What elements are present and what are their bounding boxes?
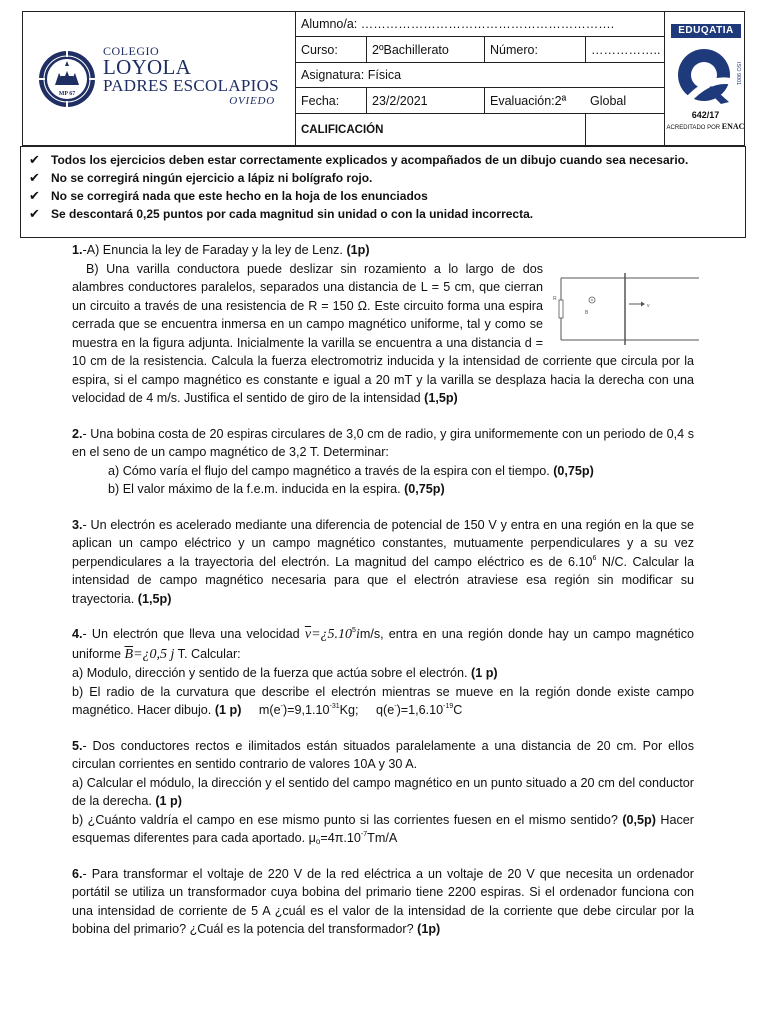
school-city: OVIEDO xyxy=(229,95,275,107)
question-number: 5. xyxy=(72,738,83,753)
question-number: 2. xyxy=(72,426,83,441)
cert-acc-text: ACREDITADO POR xyxy=(666,125,721,131)
row-asignatura xyxy=(296,63,664,88)
evaluacion: Evaluación:2ª xyxy=(484,88,585,113)
question-5-b: b) ¿Cuánto valdría el campo en ese mismo punto si las corrientes fuesen en el mismo sentido? (0,5p) Hacer esquemas diferentes para cada aportado. $\mu_o=4\pi.10^{-7}Tm/A$ xyxy=(72,812,695,846)
points: (1 p) xyxy=(155,794,182,808)
question-4-a: a) Modulo, dirección y sentido de la fuerza que actúa sobre el electrón. (1 p) xyxy=(72,666,498,680)
question-2-a: a) Cómo varía el flujo del campo magnético a través de la espira con el tiempo. (0,75p) xyxy=(108,463,594,478)
points: (0,5p) xyxy=(622,812,656,827)
question-2 xyxy=(72,425,694,499)
calificacion-label: CALIFICACIÓN xyxy=(301,123,384,136)
fecha-label: Fecha: xyxy=(301,93,340,108)
iso-q-logo-icon xyxy=(671,40,741,110)
fecha-value: 23/2/2021 xyxy=(366,88,484,113)
question-6: 6.- Para transformar el voltaje de 220 V de la red eléctrica a un voltaje de 20 V que necesita un ordenador portátil se utiliza un transformador cuya bobina del primario tiene 2200 espiras. Si el ordenador funciona con una intensidad de corriente de 5 A ¿cuál es el valor de la intensidad de la corriente que debe circular por la bobina del primario? ¿Cuál es la potencia del transformador? (1p) xyxy=(72,866,694,936)
vector-b: $\overline{B}$ xyxy=(124,646,134,662)
question-5-a: a) Calcular el módulo, la dirección y el sentido del campo magnético en un punto situado a 20 cm del conductor de la derecha. (1 p) xyxy=(72,775,694,808)
rule-item: ✔ Todos los ejercicios deben estar correctamente explicados y acompañados de un dibujo cuando sea necesario. xyxy=(29,152,689,167)
fig-label-r: R xyxy=(553,295,557,302)
school-name-line2: PADRES ESCOLAPIOS xyxy=(103,76,279,95)
cert-brand: EDUQATIA xyxy=(671,24,741,38)
question-1-b: B) Una varilla conductora puede deslizar sin rozamiento a lo largo de dos alambres conductores paralelos, separados una distancia de L = 5 cm, que cierran un circuito a través de una resistencia de R = 150 Ω. Este circuito forma una espira cerrada que se encuentra inmersa en un campo magnético uniforme, tal y como se muestra en la figura adjunta. Inicialmente la varilla se encuentra a una distancia d = 10 cm de la resistencia. Calcula la fuerza electromotriz inducida y la intensidad de corriente que circula por la espira, si el campo magnético es constante e igual a 20 mT y la varilla se desplaza hacia la derecha con una velocidad de 4 m/s. Justifica el sentido de giro de la intensidad (1,5p) xyxy=(72,261,694,405)
asignatura: Asignatura: Física xyxy=(301,68,402,82)
question-3: 3.- Un electrón es acelerado mediante una diferencia de potencial de 150 V y entra en una región en la que se aplican un campo eléctrico y un campo magnético constantes, mutuamente perpendiculares y a su vez perpendiculares a la trayectoria del electrón. La magnitud del campo eléctrico es de 6.10$^6$ N/C. Calcular la intensidad de campo magnético necesaria para que el electrón atraviese esa región sin modificar su trayectoria. (1,5p) xyxy=(72,517,694,606)
exam-questions xyxy=(72,241,694,939)
circuit-figure xyxy=(551,270,699,348)
checkmark-icon: ✔ xyxy=(29,188,40,203)
school-name-line1: LOYOLA xyxy=(103,55,192,79)
question-4 xyxy=(72,625,694,720)
question-4-b: b) El radio de la curvatura que describe el electrón mientras se mueve en la región donde existe campo magnético. Hacer dibujo. (1 p) $m(e^-)=9,1.10^{-31}Kg$; $q(e^-)=1,6.10^{-19}C$ xyxy=(72,684,694,717)
rule-item: ✔ No se corregirá nada que este hecho en la hoja de los enunciados xyxy=(29,188,428,203)
question-1 xyxy=(72,241,694,408)
seal-text: MP 67 xyxy=(58,91,76,97)
question-number: 3. xyxy=(72,517,83,532)
row-calificacion xyxy=(296,114,664,145)
checkmark-icon: ✔ xyxy=(29,152,40,167)
school-seal-icon xyxy=(37,49,97,109)
points: (1p) xyxy=(417,922,441,936)
rule-item: ✔ Se descontará 0,25 puntos por cada magnitud sin unidad o con la unidad incorrecta. xyxy=(29,206,534,221)
question-2-b: b) El valor máximo de la f.e.m. inducida en la espira. (0,75p) xyxy=(108,482,445,496)
fig-label-v: v xyxy=(647,302,650,309)
quality-certificate xyxy=(664,12,745,145)
points: (1,5p) xyxy=(424,391,458,405)
exam-header xyxy=(22,11,745,146)
question-2-text: 2.- Una bobina costa de 20 espiras circulares de 3,0 cm de radio, y gira uniformemente con un periodo de 0,4 s en el seno de un campo magnético de 3,2 T. Determinar: xyxy=(72,426,694,459)
vector-v: $\overline{v}$ xyxy=(304,627,312,642)
student-info-grid xyxy=(296,12,664,145)
points: (1 p) xyxy=(214,703,242,717)
checkmark-icon: ✔ xyxy=(29,170,40,185)
circuit-diagram xyxy=(551,270,699,348)
rule-item: ✔ No se corregirá ningún ejercicio a lápiz ni bolígrafo rojo. xyxy=(29,170,373,185)
checkmark-icon: ✔ xyxy=(29,206,40,221)
question-number: 4. xyxy=(72,627,83,641)
numero-label: Número: xyxy=(484,37,585,62)
row-fecha xyxy=(296,88,664,114)
question-1-a: 1.-A) Enuncia la ley de Faraday y la ley de Lenz. (1p) xyxy=(72,243,370,257)
row-alumno xyxy=(296,12,664,37)
question-number: 6. xyxy=(72,866,83,881)
points: (1p) xyxy=(346,243,370,257)
cert-enac xyxy=(665,122,746,131)
question-number: 1. xyxy=(72,243,83,257)
cert-number: 642/17 xyxy=(691,110,720,120)
points: (1 p) xyxy=(471,666,498,680)
cert-acc-name: ENAC xyxy=(721,122,745,131)
points: (1,5p) xyxy=(137,591,172,606)
alumno-field[interactable]: Alumno/a: ……………………………………………………. xyxy=(301,17,615,31)
row-curso xyxy=(296,37,664,63)
points: (0,75p) xyxy=(404,482,445,496)
calificacion-field[interactable] xyxy=(585,114,664,145)
question-5-text: 5.- Dos conductores rectos e ilimitados están situados paralelamente a una distancia de 20 cm. Por ellos circulan corrientes en sentido contrario de valores 10A y 30 A. xyxy=(72,738,694,771)
question-5 xyxy=(72,737,694,848)
exam-rules xyxy=(20,146,746,238)
global-label: Global xyxy=(590,93,627,108)
fig-label-b: B xyxy=(585,309,589,316)
school-colegio: COLEGIO xyxy=(103,44,160,58)
cert-iso: ISO 9001 xyxy=(735,62,741,86)
numero-field[interactable]: …………….. xyxy=(585,37,664,62)
question-4-text: 4.- Un electrón que lleva una velocidad $\overline{v}=¿5.10^5im/s$, entra en una región donde hay un campo magnético uniforme $\overline{B}=¿0,5$ j T. Calcular: xyxy=(72,627,694,662)
school-logo xyxy=(23,12,296,145)
points: (0,75p) xyxy=(553,463,594,478)
unit-vector-j: j xyxy=(170,646,175,662)
school-name xyxy=(103,45,279,107)
curso-label: Curso: xyxy=(301,42,338,57)
curso-value: 2ºBachillerato xyxy=(366,37,484,62)
